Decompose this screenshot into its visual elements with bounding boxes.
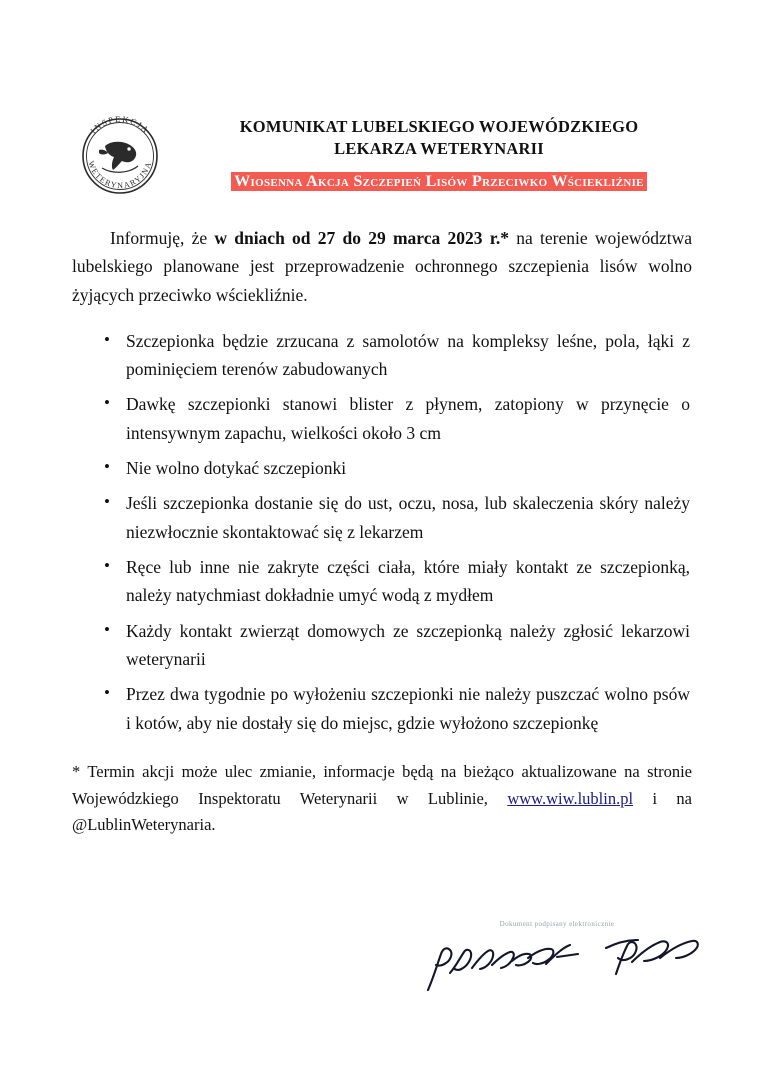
handwritten-signature-icon xyxy=(420,928,710,998)
footnote-text-part-1: * Termin akcji może ulec zmianie, informacje będą na bieżąco aktualizowane na stronie Wojewódzkiego Inspektoratu Weterynarii w Lublinie, xyxy=(72,762,692,808)
page-title-line-1: KOMUNIKAT LUBELSKIEGO WOJEWÓDZKIEGO xyxy=(239,117,639,136)
veterinary-inspection-seal-icon xyxy=(72,108,168,204)
intro-text-bold: w dniach od 27 do 29 marca 2023 r.* xyxy=(214,228,509,248)
bullet-list xyxy=(72,327,692,737)
footnote-paragraph xyxy=(72,759,692,839)
intro-text-after: na terenie województwa lubelskiego planowane jest przeprowadzenie ochronnego szczepienia lisów wolno żyjących przeciwko wściekliźnie. xyxy=(72,228,693,305)
document-header xyxy=(72,100,692,204)
signature-caption: Dokument podpisany elektronicznie xyxy=(499,920,615,928)
page-title-line-2: LEKARZA WETERYNARII xyxy=(334,138,544,158)
wiw-lublin-link[interactable]: www.wiw.lublin.pl xyxy=(507,788,634,808)
list-item: • Nie wolno dotykać szczepionki xyxy=(126,454,692,482)
subtitle-wrapper xyxy=(186,170,692,193)
header-text-block xyxy=(186,100,692,193)
page-subtitle-highlight: Wiosenna Akcja Szczepień Lisów Przeciwko Wściekliźnie xyxy=(231,172,647,191)
signature-area xyxy=(420,920,710,1020)
list-item: • Szczepionka będzie zrzucana z samolotów na kompleksy leśne, pola, łąki z pominięciem terenów zabudowanych xyxy=(126,327,692,384)
svg-text:INSPEKCJA: INSPEKCJA xyxy=(88,113,152,136)
intro-text-before: Informuję, że xyxy=(110,228,215,248)
svg-text:WETERYNARYJNA: WETERYNARYJNA xyxy=(86,159,154,191)
list-item: • Przez dwa tygodnie po wyłożeniu szczepionki nie należy puszczać wolno psów i kotów, aby nie dostały się do miejsc, gdzie wyłożono szczepionkę xyxy=(126,680,692,737)
footnote-text-part-2: i na @LublinWeterynaria. xyxy=(72,788,692,835)
list-item: • Jeśli szczepionka dostanie się do ust, oczu, nosa, lub skaleczenia skóry należy niezwłocznie skontaktować się z lekarzem xyxy=(126,489,692,546)
intro-paragraph xyxy=(72,224,692,309)
list-item: • Każdy kontakt zwierząt domowych ze szczepionką należy zgłosić lekarzowi weterynarii xyxy=(126,617,692,674)
list-item: • Ręce lub inne nie zakryte części ciała, które miały kontakt ze szczepionką, należy natychmiast dokładnie umyć wodą z mydłem xyxy=(126,553,692,610)
list-item: • Dawkę szczepionki stanowi blister z płynem, zatopiony w przynęcie o intensywnym zapachu, wielkości około 3 cm xyxy=(126,390,692,447)
